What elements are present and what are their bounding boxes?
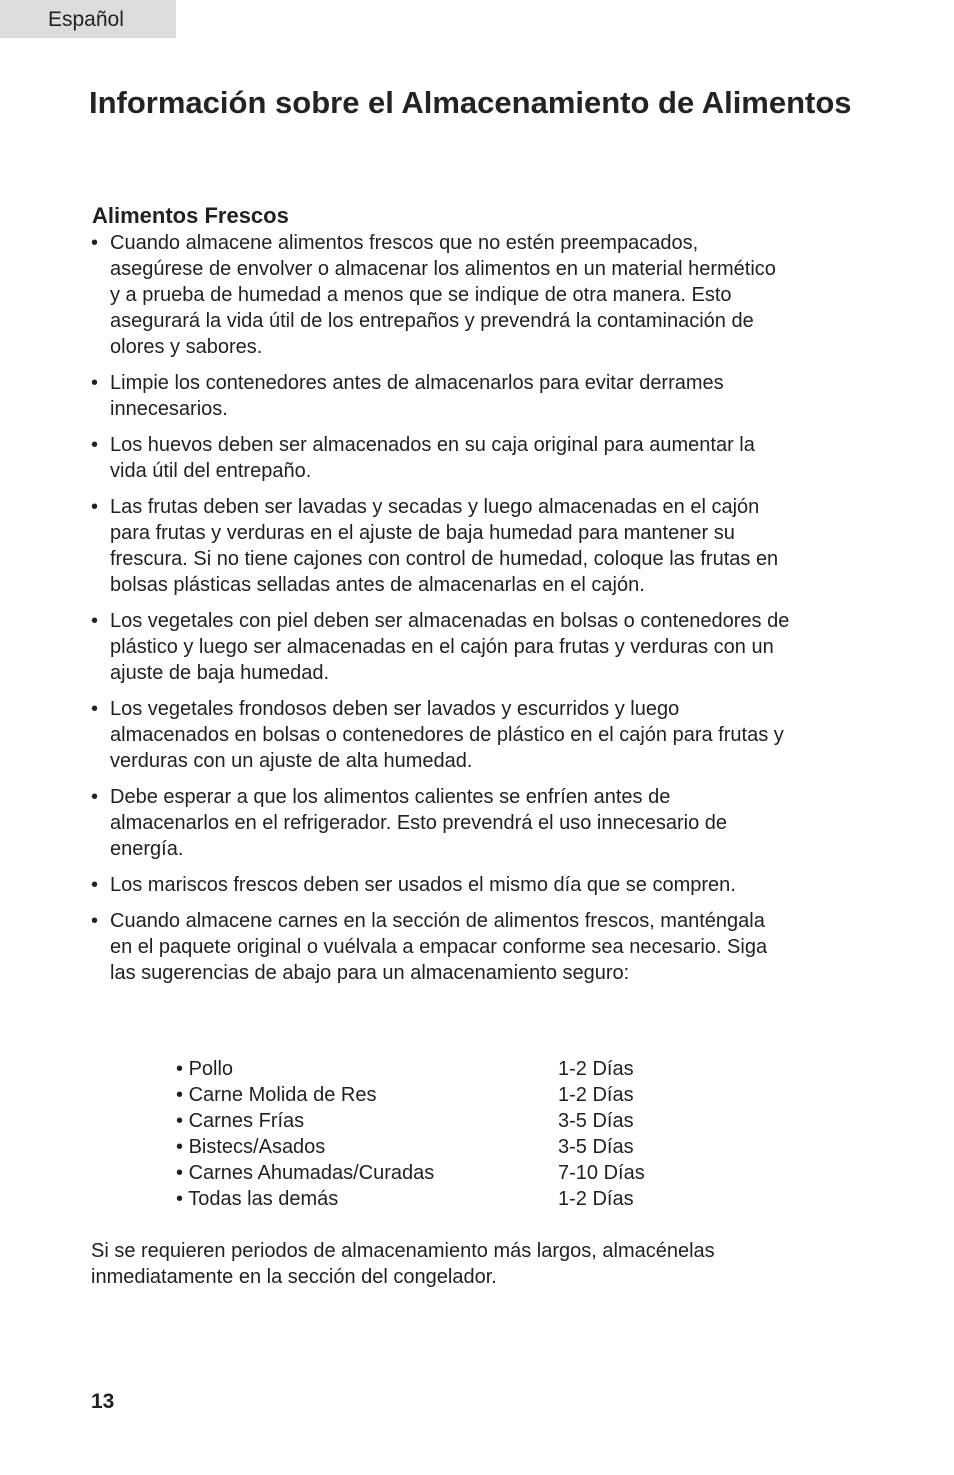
storage-item-name: Todas las demás [188,1188,339,1210]
bullet-icon: • [91,910,99,932]
tip-text: Cuando almacene carnes en la sección de alimentos frescos, manténgala en el paquete original o vuélvala a empacar conforme sea necesario. Siga las sugerencias de abajo para un almacenamiento seguro: [110,910,768,984]
page-number: 13 [91,1390,115,1413]
storage-row [176,1108,645,1134]
tip-list-item [91,432,791,484]
tip-list-item [91,784,791,862]
storage-item-name: Pollo [188,1058,234,1080]
storage-days: 3-5 Días [558,1110,634,1132]
storage-item-name: Carnes Frías [188,1110,305,1132]
storage-item [176,1186,558,1212]
tip-list-item [91,872,791,898]
tip-text: Cuando almacene alimentos frescos que no estén preempacados, asegúrese de envolver o almacenar los alimentos en un material hermético y a prueba de humedad a menos que se indique de otra manera. Esto asegurará la vida útil de los entrepaños y prevendrá la contaminación de olores y sabores. [110,232,776,358]
bullet-icon: • [176,1110,184,1132]
tip-text: Los vegetales frondosos deben ser lavados y escurridos y luego almacenados en bolsas o contenedores de plástico en el cajón para frutas y verduras con un ajuste de alta humedad. [110,698,784,772]
bullet-icon: • [176,1136,184,1158]
storage-days: 1-2 Días [558,1058,634,1080]
storage-item [176,1160,558,1186]
tip-text: Los vegetales con piel deben ser almacenadas en bolsas o contenedores de plástico y luego ser almacenadas en el cajón para frutas y verduras con un ajuste de baja humedad. [110,610,790,684]
storage-item [176,1108,558,1134]
bullet-icon: • [91,434,99,456]
bullet-icon: • [91,496,99,518]
footer-note: Si se requieren periodos de almacenamiento más largos, almacénelas inmediatamente en la sección del congelador. [91,1240,715,1288]
storage-row [176,1056,645,1082]
page-title [89,84,852,122]
storage-row [176,1134,645,1160]
bullet-icon: • [91,698,99,720]
meat-storage-table [176,1056,645,1212]
bullet-icon: • [176,1084,184,1106]
storage-days: 1-2 Días [558,1084,634,1106]
storage-item-name: Carne Molida de Res [188,1084,377,1106]
bullet-icon: • [91,610,99,632]
storage-item-name: Carnes Ahumadas/Curadas [188,1162,435,1184]
storage-row [176,1186,645,1212]
bullet-icon: • [176,1188,184,1210]
bullet-icon: • [176,1058,184,1080]
tip-text: Las frutas deben ser lavadas y secadas y luego almacenadas en el cajón para frutas y verduras en el ajuste de baja humedad para mantener su frescura. Si no tiene cajones con control de humedad, coloque las frutas en bolsas plásticas selladas antes de almacenarlas en el cajón. [110,496,779,596]
bullet-icon: • [91,372,99,394]
tip-list-item [91,908,791,986]
storage-days: 7-10 Días [558,1162,645,1184]
tip-list-item [91,494,791,598]
page-title-text: Información sobre el Almacenamiento de Alimentos [89,85,852,120]
tip-list-item [91,608,791,686]
tip-list-item [91,230,791,360]
tip-text: Debe esperar a que los alimentos calientes se enfríen antes de almacenarlos en el refrigerador. Esto prevendrá el uso innecesario de energía. [110,786,728,860]
section-heading: Alimentos Frescos [92,203,289,228]
tip-text: Los huevos deben ser almacenados en su caja original para aumentar la vida útil del entrepaño. [110,434,755,482]
storage-item [176,1082,558,1108]
tip-list-item [91,370,791,422]
bullet-icon: • [176,1162,184,1184]
tip-text: Limpie los contenedores antes de almacenarlos para evitar derrames innecesarios. [110,372,724,420]
language-tab: Español [0,0,176,38]
storage-days: 3-5 Días [558,1136,634,1158]
storage-item [176,1056,558,1082]
tip-text: Los mariscos frescos deben ser usados el mismo día que se compren. [110,874,736,896]
bullet-icon: • [91,232,99,254]
storage-row [176,1160,645,1186]
fresh-food-tips-list [91,230,791,996]
bullet-icon: • [91,874,99,896]
storage-days: 1-2 Días [558,1188,634,1210]
tip-list-item [91,696,791,774]
storage-item [176,1134,558,1160]
storage-item-name: Bistecs/Asados [188,1136,326,1158]
storage-row [176,1082,645,1108]
bullet-icon: • [91,786,99,808]
